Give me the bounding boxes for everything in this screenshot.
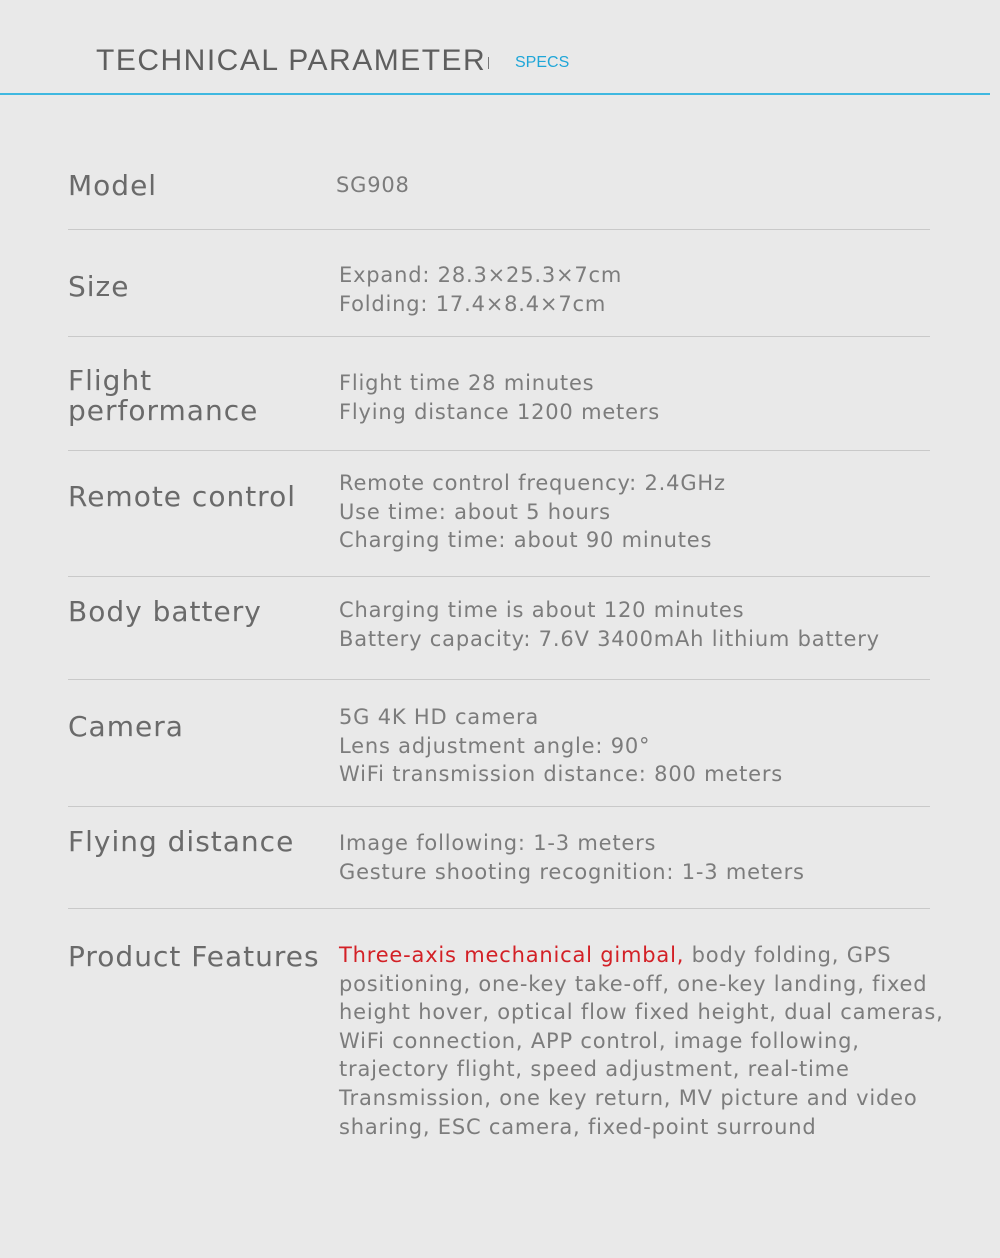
features-text xyxy=(339,941,949,1141)
divider xyxy=(68,336,930,337)
spec-label: Flight performance xyxy=(68,364,259,427)
header-underline xyxy=(0,93,990,95)
divider xyxy=(68,679,930,680)
spec-value: Battery capacity: 7.6V 3400mAh lithium battery xyxy=(339,626,880,651)
spec-value: SG908 xyxy=(336,173,410,197)
spec-label: Product Features xyxy=(68,940,320,973)
features-highlight: Three-axis mechanical gimbal, xyxy=(339,943,685,967)
page-title: TECHNICAL PARAMETER xyxy=(96,44,487,77)
spec-value: 5G 4K HD camera xyxy=(339,705,540,729)
spec-label: Remote control xyxy=(68,480,296,513)
spec-label: Model xyxy=(68,169,158,202)
spec-value: Flying distance 1200 meters xyxy=(339,399,660,424)
header-separator xyxy=(488,57,489,69)
spec-value: Folding: 17.4×8.4×7cm xyxy=(339,291,607,316)
spec-label: Camera xyxy=(68,710,184,743)
spec-value: Gesture shooting recognition: 1-3 meters xyxy=(339,859,805,884)
spec-value: Lens adjustment angle: 90° xyxy=(339,733,651,758)
spec-value: Use time: about 5 hours xyxy=(339,499,611,524)
spec-label: Size xyxy=(68,270,130,303)
features-body: body folding, GPS positioning, one-key take-off, one-key landing, fixed height hover, optical flow fixed height, dual cameras, WiFi connection, APP control, image following, trajectory flight, speed adjustment, real-time Transmission, one key return, MV picture and video sharing, ESC camera, fixed-point surround xyxy=(339,943,944,1139)
spec-value: WiFi transmission distance: 800 meters xyxy=(339,762,784,787)
divider xyxy=(68,229,930,230)
spec-label: Body battery xyxy=(68,595,262,628)
spec-value: Image following: 1-3 meters xyxy=(339,831,657,855)
page-subtitle: SPECS xyxy=(515,54,570,71)
spec-value: Charging time is about 120 minutes xyxy=(339,598,745,622)
spec-label: Flying distance xyxy=(68,825,295,858)
divider xyxy=(68,576,930,577)
spec-value: Flight time 28 minutes xyxy=(339,371,595,395)
divider xyxy=(68,908,930,909)
spec-value: Expand: 28.3×25.3×7cm xyxy=(339,263,623,287)
divider xyxy=(68,806,930,807)
spec-value: Remote control frequency: 2.4GHz xyxy=(339,471,726,495)
spec-value: Charging time: about 90 minutes xyxy=(339,528,713,553)
divider xyxy=(68,450,930,451)
page-header xyxy=(0,0,1000,96)
